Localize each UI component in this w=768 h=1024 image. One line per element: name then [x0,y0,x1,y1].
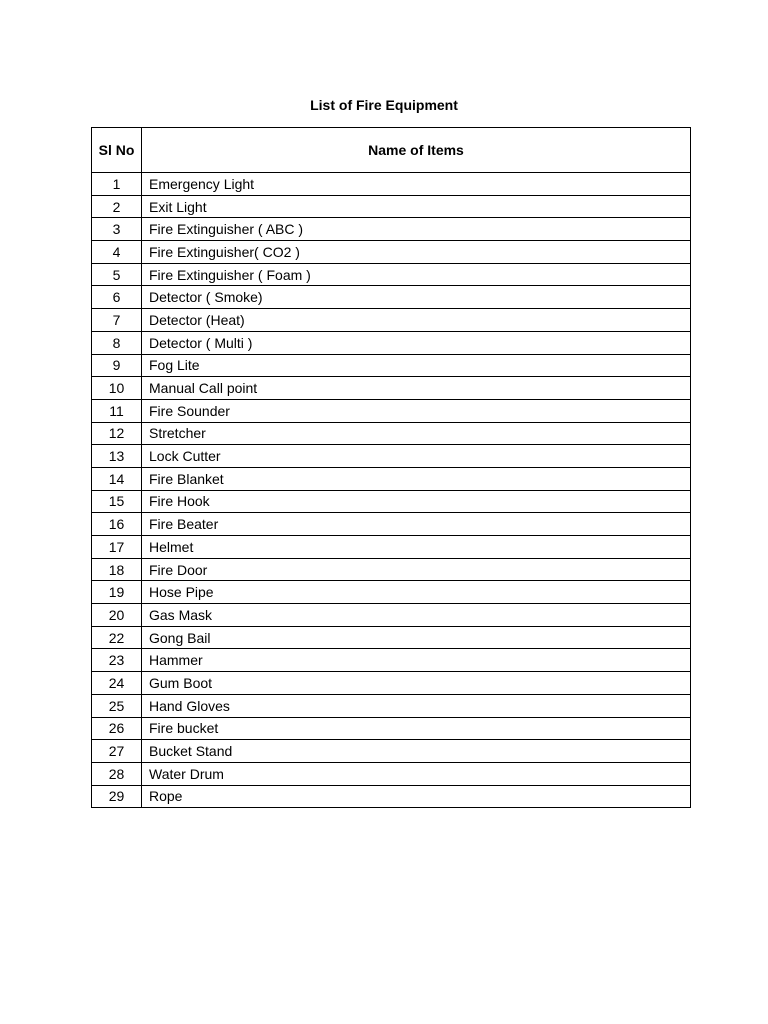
row-item-name: Fire bucket [142,717,691,740]
row-item-name: Hose Pipe [142,581,691,604]
row-item-name: Lock Cutter [142,445,691,468]
table-row [92,740,691,763]
row-sl-no: 8 [92,331,142,354]
row-item-name: Rope [142,785,691,808]
row-sl-no: 20 [92,604,142,627]
table-row [92,445,691,468]
table-row [92,309,691,332]
row-sl-no: 9 [92,354,142,377]
row-sl-no: 12 [92,422,142,445]
table-row [92,536,691,559]
table-header-row [92,128,691,173]
table-row [92,717,691,740]
table-row [92,331,691,354]
row-item-name: Helmet [142,536,691,559]
row-item-name: Gas Mask [142,604,691,627]
row-item-name: Detector ( Smoke) [142,286,691,309]
row-sl-no: 13 [92,445,142,468]
row-sl-no: 2 [92,195,142,218]
row-sl-no: 6 [92,286,142,309]
row-item-name: Fire Extinguisher ( ABC ) [142,218,691,241]
table-row [92,649,691,672]
table-row [92,672,691,695]
row-sl-no: 16 [92,513,142,536]
row-sl-no: 22 [92,626,142,649]
table-row [92,467,691,490]
row-item-name: Exit Light [142,195,691,218]
table-row [92,399,691,422]
row-sl-no: 27 [92,740,142,763]
table-row [92,581,691,604]
row-item-name: Hammer [142,649,691,672]
table-row [92,513,691,536]
row-sl-no: 14 [92,467,142,490]
table-body [92,173,691,808]
row-item-name: Gong Bail [142,626,691,649]
row-item-name: Fire Extinguisher( CO2 ) [142,241,691,264]
table-row [92,694,691,717]
row-item-name: Fire Beater [142,513,691,536]
row-sl-no: 7 [92,309,142,332]
document-title: List of Fire Equipment [310,97,458,113]
table-row [92,263,691,286]
table-row [92,218,691,241]
row-item-name: Detector (Heat) [142,309,691,332]
header-sl-no: Sl No [92,128,142,173]
row-item-name: Fire Hook [142,490,691,513]
table-row [92,785,691,808]
row-sl-no: 24 [92,672,142,695]
row-item-name: Bucket Stand [142,740,691,763]
row-sl-no: 3 [92,218,142,241]
table-row [92,173,691,196]
row-item-name: Fire Blanket [142,467,691,490]
header-name-of-items: Name of Items [142,128,691,173]
row-item-name: Fire Door [142,558,691,581]
table-row [92,762,691,785]
row-sl-no: 26 [92,717,142,740]
equipment-table [91,127,691,808]
table-row [92,286,691,309]
row-sl-no: 11 [92,399,142,422]
row-sl-no: 28 [92,762,142,785]
row-sl-no: 19 [92,581,142,604]
row-sl-no: 29 [92,785,142,808]
row-sl-no: 15 [92,490,142,513]
row-item-name: Water Drum [142,762,691,785]
table-row [92,558,691,581]
row-sl-no: 23 [92,649,142,672]
row-item-name: Detector ( Multi ) [142,331,691,354]
table-row [92,241,691,264]
row-item-name: Fog Lite [142,354,691,377]
row-item-name: Manual Call point [142,377,691,400]
row-sl-no: 4 [92,241,142,264]
row-item-name: Fire Extinguisher ( Foam ) [142,263,691,286]
table-row [92,195,691,218]
table-row [92,377,691,400]
table-row [92,604,691,627]
row-item-name: Hand Gloves [142,694,691,717]
table-row [92,354,691,377]
row-sl-no: 5 [92,263,142,286]
row-item-name: Emergency Light [142,173,691,196]
table-row [92,626,691,649]
row-sl-no: 1 [92,173,142,196]
row-sl-no: 18 [92,558,142,581]
row-item-name: Fire Sounder [142,399,691,422]
table-row [92,422,691,445]
table-row [92,490,691,513]
row-sl-no: 10 [92,377,142,400]
row-item-name: Stretcher [142,422,691,445]
row-sl-no: 25 [92,694,142,717]
row-sl-no: 17 [92,536,142,559]
row-item-name: Gum Boot [142,672,691,695]
